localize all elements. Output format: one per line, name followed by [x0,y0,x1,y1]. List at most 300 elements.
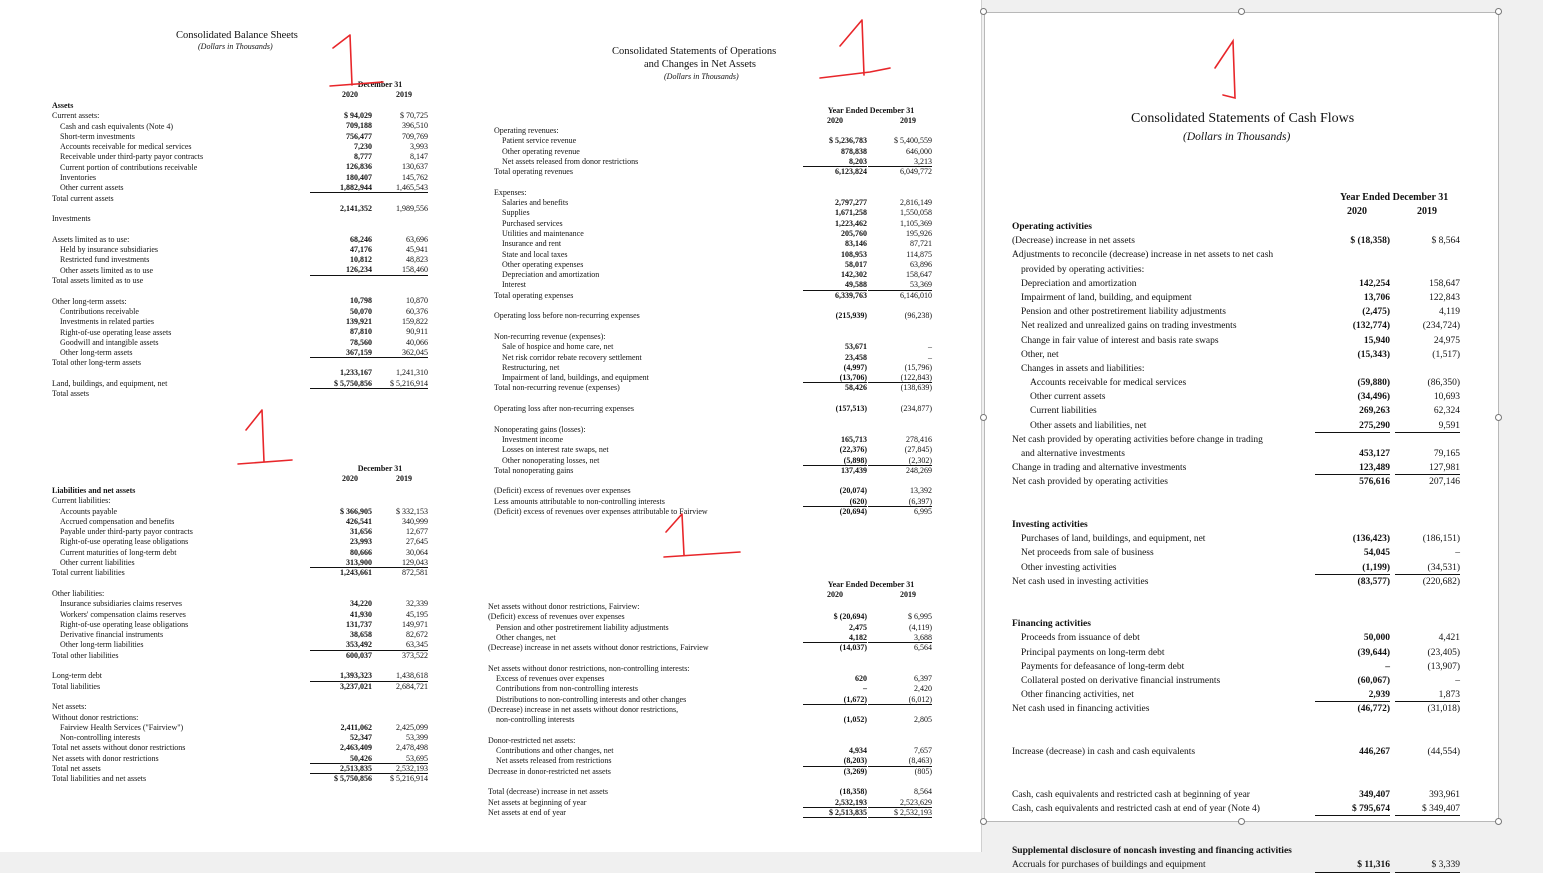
asset-2019-4: 8,147 [410,152,428,162]
asset-label-3: Short-term investments [60,131,135,141]
ops-2019-9: 1,105,369 [900,218,932,228]
ops-2019-15: 53,369 [868,280,932,290]
asset-2019-14: 48,823 [406,255,428,265]
chg-2020-13 [803,736,867,746]
chg-2020-7: 620 [855,674,867,684]
cf-2019-20 [1395,504,1460,518]
ops-2020-1: $ 5,236,783 [829,136,867,146]
chg-2019-4: 6,564 [914,643,932,653]
cf-2019-34: (31,018) [1427,704,1460,715]
cf-2020-10 [1315,362,1390,376]
chg-2020-12 [803,726,867,736]
operations-header-2019: 2019 [900,116,916,125]
cf-label-10: Changes in assets and liabilities: [1021,363,1145,374]
asset-2020-13: 47,176 [350,244,372,254]
liab-2020-1 [310,496,372,506]
asset-2019-18: 10,870 [406,296,428,306]
chg-label-19: Net assets at beginning of year [488,797,587,807]
chg-label-17 [488,777,798,787]
cf-label-4: Depreciation and amortization [1021,278,1137,289]
cf-label-37: Increase (decrease) in cash and cash equivalents [1012,746,1196,757]
liab-label-18: Long-term debt [52,671,102,681]
ops-2019-13: 63,896 [910,259,932,269]
balance-liab-header-date: December 31 [357,464,403,473]
chg-label-15: Net assets released from restrictions [496,756,612,766]
asset-2020-1: 709,188 [346,121,372,131]
cf-label-32: Collateral posted on derivative financial instruments [1021,676,1221,686]
chg-2019-6 [868,664,932,674]
asset-label-4: Accounts receivable for medical services [60,142,192,152]
chg-2020-10 [803,705,867,715]
liab-2019-2: $ 332,153 [396,506,428,516]
chg-label-9: Distributions to non-controlling interests and other changes [496,694,687,704]
liab-label-3: Accrued compensation and benefits [60,516,175,526]
liab-label-11: Insurance subsidiaries claims reserves [60,599,182,609]
asset-2019-21: 90,911 [406,327,428,337]
cf-2020-14: 275,290 [1315,419,1390,433]
cf-2020-41: $ 795,674 [1315,802,1390,816]
ops-2019-18: (96,238) [904,311,932,321]
ops-label-1: Patient service revenue [502,136,577,146]
liab-2020-11: 34,220 [350,599,372,609]
cf-2020-31: – [1385,661,1390,672]
asset-2019-0: $ 70,725 [400,111,428,120]
ops-label-11: Insurance and rent [502,239,562,249]
asset-2020-15: 126,234 [310,265,372,275]
cf-2020-26 [1315,589,1390,603]
cf-label-7: Net realized and unrealized gains on trading investments [1021,321,1237,332]
cf-2019-0 [1395,220,1460,234]
ops-label-36: Less amounts attributable to non-controlling interests [494,496,665,506]
cf-2020-21 [1315,518,1390,532]
ops-2019-37: 6,995 [914,506,932,516]
chg-label-1: (Deficit) excess of revenues over expenses [488,612,625,622]
cashflow-labels [1012,220,1312,873]
asset-label-9: Total current assets [52,193,114,203]
ops-2019-6 [868,188,932,198]
cf-2019-43 [1395,830,1460,844]
cf-2020-37: 446,267 [1359,746,1390,757]
cf-label-42 [1012,816,1312,830]
ops-label-32: Other nonoperating losses, net [502,455,600,465]
cf-label-36 [1012,731,1312,745]
ops-label-10: Utilities and maintenance [502,228,584,238]
ops-label-4: Total operating revenues [494,167,573,177]
ops-2019-16: 6,146,010 [900,290,932,300]
ops-label-29: Nonoperating gains (losses): [494,424,586,434]
asset-label-13: Assets limited as to use: [52,234,130,244]
liab-2020-20 [310,692,372,702]
asset-2020-11 [310,224,372,234]
asset-label-10 [52,204,322,214]
liab-2020-16: 600,037 [346,650,372,660]
ops-2019-34 [868,476,932,486]
ops-2020-6 [803,188,867,198]
ops-label-22: Net risk corridor rebate recovery settlement [502,352,642,362]
liab-2019-11: 32,339 [406,599,428,609]
asset-2019-22: 40,066 [406,337,428,347]
liab-2019-1 [370,496,428,506]
asset-label-11: Investments [52,214,91,224]
ops-2019-28 [868,414,932,424]
cf-label-44: Supplemental disclosure of noncash investing and financing activities [1012,846,1292,857]
chg-label-7: Excess of revenues over expenses [496,674,605,684]
changes-header-period: Year Ended December 31 [827,580,915,589]
asset-2019-8 [370,193,428,203]
ops-2019-17 [868,301,932,311]
resize-handle-top-left[interactable] [980,8,987,15]
cf-label-1: (Decrease) increase in net assets [1012,236,1135,247]
cf-2020-45: $ 11,316 [1315,858,1390,872]
ops-label-34 [494,476,794,486]
chg-2019-15: (8,463) [868,756,932,766]
asset-2020-2: 756,477 [346,131,372,141]
liab-label-26: Net assets with donor restrictions [52,753,159,763]
cf-label-38 [1012,759,1312,773]
asset-label-2: Cash and cash equivalents (Note 4) [60,121,174,131]
chg-2019-19: 2,523,629 [868,798,932,808]
ops-2020-13: 58,017 [845,259,867,269]
cf-label-19 [1012,490,1312,504]
cf-2020-6: (2,475) [1362,307,1390,318]
asset-label-25: Total other long-term assets [52,358,141,368]
ops-2019-7: 2,816,149 [900,198,932,208]
ops-2019-14: 158,647 [906,270,932,280]
ops-label-23: Restructuring, net [502,362,560,372]
asset-2019-6: 145,762 [402,172,428,182]
asset-2020-22: 78,560 [350,337,372,347]
ops-2019-32: (2,302) [868,456,932,466]
ops-label-0: Operating revenues: [494,126,559,135]
ops-2020-10: 205,760 [841,228,867,238]
cf-2019-16: 79,165 [1433,449,1460,459]
annotation-mark-2 [820,20,890,78]
asset-label-7: Inventories [60,173,96,183]
cf-2020-33: 2,939 [1315,688,1390,702]
chg-2020-5 [803,653,867,663]
asset-2020-8 [310,193,372,203]
liab-2020-28: $ 5,750,856 [334,774,372,784]
cf-label-23: Net proceeds from sale of business [1021,548,1154,559]
liab-label-24: Non-controlling interests [60,733,141,743]
asset-label-1: Current assets: [52,111,100,121]
liab-label-27: Total net assets [52,764,101,774]
ops-2019-2: 646,000 [906,146,932,156]
cf-label-3: provided by operating activities: [1021,264,1145,275]
cf-label-9: Other, net [1021,349,1059,360]
ops-2020-11: 83,146 [845,239,867,249]
chg-2019-18: 8,564 [914,787,932,797]
balance-assets-2019-column [370,111,428,389]
cf-2019-11: (86,350) [1427,378,1460,389]
liab-2020-0 [310,486,372,496]
cf-label-0: Operating activities [1012,222,1092,232]
document-page-right[interactable] [984,12,1499,871]
liab-2019-4: 12,677 [406,527,428,537]
liab-label-1: Current liabilities: [52,496,111,506]
liab-2020-23: 2,411,062 [340,722,372,732]
liab-2020-12: 41,930 [350,609,372,619]
ops-label-35: (Deficit) excess of revenues over expenses [494,486,631,496]
ops-2019-5 [868,177,932,187]
chg-2019-12 [868,726,932,736]
ops-2020-20 [803,332,867,342]
liab-2020-5: 23,993 [350,537,372,547]
liab-2019-21 [370,702,428,712]
ops-2020-23: (4,997) [843,362,867,372]
cashflow-subtitle: (Dollars in Thousands) [1183,131,1291,143]
cf-2020-13: 269,263 [1359,406,1390,417]
liab-label-20 [52,692,322,702]
cf-label-13: Current liabilities [1030,406,1097,417]
liab-2020-8: 1,243,661 [340,568,372,578]
cf-2020-42 [1315,816,1390,830]
ops-2020-36: (620) [803,497,867,507]
asset-2019-24 [370,358,428,368]
cf-2019-9: (1,517) [1432,349,1460,360]
liab-label-6: Current maturities of long-term debt [60,547,177,557]
cf-2019-19 [1395,490,1460,504]
cf-2019-10 [1395,362,1460,376]
liab-2020-7: 313,900 [310,558,372,568]
asset-2019-19: 60,376 [406,306,428,316]
cf-label-27 [1012,603,1312,617]
liab-2019-22 [370,713,428,723]
cf-2019-17: 127,981 [1395,461,1460,475]
operations-subtitle: (Dollars in Thousands) [664,72,739,81]
asset-label-19: Other long-term assets: [52,296,127,306]
asset-2019-15: 158,460 [370,265,428,275]
chg-2020-20: $ 2,513,835 [803,808,867,818]
asset-label-27: Land, buildings, and equipment, net [52,379,168,389]
asset-label-14: Held by insurance subsidiaries [60,245,158,255]
asset-label-8: Other current assets [60,183,124,193]
changes-header-2020: 2020 [827,590,843,599]
cf-2019-18: 207,146 [1429,477,1460,488]
asset-2019-2: 709,769 [402,131,428,141]
asset-2020-16 [310,276,372,286]
cf-2019-45: $ 3,339 [1395,858,1460,872]
chg-label-18: Total (decrease) increase in net assets [488,787,609,797]
asset-label-22: Right-of-use operating lease assets [60,327,172,337]
chg-2020-17 [803,777,867,787]
asset-2019-11 [370,224,428,234]
cf-2020-0 [1315,220,1390,234]
resize-handle-right[interactable] [1495,414,1502,421]
chg-2019-1: $ 6,995 [908,612,932,622]
cf-2019-26 [1395,589,1460,603]
resize-handle-top-right[interactable] [1495,8,1502,15]
liab-2019-15: 63,345 [370,640,428,650]
chg-2019-5 [868,653,932,663]
cf-2020-27 [1315,603,1390,617]
ops-label-15: Interest [502,280,526,290]
cf-label-30: Principal payments on long-term debt [1021,647,1165,658]
ops-label-7: Salaries and benefits [502,198,569,208]
liab-label-22: Without donor restrictions: [52,712,139,722]
asset-label-12 [52,225,322,235]
liab-2020-9 [310,579,372,589]
liab-2019-16: 373,522 [402,650,428,660]
ops-2020-32: (5,898) [803,456,867,466]
chg-2020-19: 2,532,193 [803,798,867,808]
liab-2019-26: 53,695 [370,754,428,764]
cf-2019-22: (186,151) [1422,534,1460,545]
cf-2020-1: $ (18,358) [1350,236,1390,247]
liab-2020-18: 1,393,323 [310,671,372,681]
chg-2020-8: – [863,684,867,694]
cf-2020-9: (15,343) [1357,349,1390,360]
asset-2019-23: 362,045 [370,348,428,358]
ops-2020-7: 2,797,277 [835,198,867,208]
liab-2019-23: 2,425,099 [396,722,428,732]
cf-2019-35 [1395,717,1460,731]
operations-title-line2: and Changes in Net Assets [644,59,756,70]
changes-2019-column [868,602,932,818]
cf-2019-36 [1395,731,1460,745]
cf-2020-25: (83,577) [1357,576,1390,587]
liab-2019-14: 82,672 [406,630,428,640]
ops-2020-31: (22,376) [839,445,867,455]
asset-label-17: Total assets limited as to use [52,276,144,286]
liab-2020-6: 80,666 [350,547,372,557]
asset-label-16: Other assets limited as to use [60,265,154,275]
cf-2020-5: 13,706 [1363,292,1390,303]
cf-2019-30: (23,405) [1427,647,1460,658]
chg-2020-11: (1,052) [843,715,867,725]
cf-label-18: Net cash provided by operating activities [1012,477,1168,488]
resize-handle-bottom-left[interactable] [980,818,987,825]
cf-2019-21 [1395,518,1460,532]
liab-2019-5: 27,645 [406,537,428,547]
asset-label-26 [52,369,322,379]
chg-2020-9: (1,672) [803,695,867,705]
ops-label-17 [494,301,794,311]
ops-2020-24: (13,706) [803,373,867,383]
asset-2019-7: 1,465,543 [370,183,428,193]
ops-label-18: Operating loss before non-recurring expenses [494,311,640,321]
chg-label-3: Other changes, net [496,632,556,642]
resize-handle-top[interactable] [1238,8,1245,15]
resize-handle-bottom[interactable] [1238,818,1245,825]
ops-2020-33: 137,439 [841,465,867,475]
asset-2020-5: 126,836 [346,162,372,172]
asset-2019-16 [370,276,428,286]
cf-2020-23: 54,045 [1363,548,1390,559]
asset-2020-25: 1,233,167 [340,368,372,378]
cf-2019-37: (44,554) [1427,746,1460,757]
chg-2019-7: 6,397 [914,674,932,684]
liab-2020-13: 131,737 [346,619,372,629]
cf-2019-7: (234,724) [1422,321,1460,332]
cf-label-34: Net cash used in financing activities [1012,704,1150,715]
ops-2020-34 [803,476,867,486]
chg-label-4: (Decrease) increase in net assets without donor restrictions, Fairview [488,643,709,653]
ops-2019-1: $ 5,400,559 [894,136,932,146]
asset-label-0: Assets [52,101,74,110]
cf-2019-8: 24,975 [1433,335,1460,346]
chg-2019-20: $ 2,532,193 [868,808,932,818]
cf-2020-35 [1315,717,1390,731]
ops-2019-4: 6,049,772 [900,167,932,177]
liab-label-2: Accounts payable [60,506,118,516]
cf-2019-29: 4,421 [1438,633,1460,644]
liab-label-4: Payable under third-party payor contracts [60,527,193,537]
ops-2020-12: 108,953 [841,249,867,259]
ops-label-3: Net assets released from donor restrictions [502,156,639,166]
asset-label-15: Restricted fund investments [60,255,150,265]
ops-2019-8: 1,550,058 [900,208,932,218]
cf-label-33: Other financing activities, net [1021,690,1134,701]
chg-2020-16: (3,269) [843,766,867,776]
cf-2019-38 [1395,759,1460,773]
asset-2020-0: $ 94,029 [344,111,372,120]
cf-label-39 [1012,773,1312,787]
cf-label-25: Net cash used in investing activities [1012,576,1149,587]
chg-2020-4: (14,037) [839,643,867,653]
ops-2019-0 [868,126,932,136]
cf-label-15: Net cash provided by operating activities before change in trading [1012,434,1263,445]
ops-2019-12: 114,875 [906,249,932,259]
chg-label-5 [488,653,798,663]
cf-2020-28 [1315,617,1390,631]
chg-label-16: Decrease in donor-restricted net assets [488,766,611,776]
ops-2020-27: (157,513) [835,404,867,414]
liab-2020-22 [310,713,372,723]
cf-label-26 [1012,589,1312,603]
cf-label-28: Financing activities [1012,619,1091,630]
chg-2020-3: 4,182 [803,633,867,643]
asset-2019-3: 3,993 [410,141,428,151]
cf-2020-11: (59,880) [1357,378,1390,389]
ops-2020-5 [803,177,867,187]
asset-2019-13: 45,941 [406,244,428,254]
resize-handle-left[interactable] [980,414,987,421]
cf-2019-41: $ 349,407 [1395,802,1460,816]
cf-2019-42 [1395,816,1460,830]
ops-2019-3: 3,213 [868,157,932,167]
ops-label-33: Total nonoperating gains [494,465,574,475]
chg-2019-13 [868,736,932,746]
chg-2020-15: (8,203) [803,756,867,766]
ops-label-2: Other operating revenue [502,146,580,156]
balance-header-date: December 31 [357,80,403,89]
liab-label-23: Fairview Health Services ("Fairview") [60,722,184,732]
ops-2019-35: 13,392 [910,486,932,496]
liab-label-21: Net assets: [52,702,87,712]
cf-label-6: Pension and other postretirement liability adjustments [1021,307,1227,318]
asset-2020-6: 180,407 [346,172,372,182]
ops-2019-26 [868,394,932,404]
liab-label-17 [52,661,322,671]
cf-2019-44 [1395,844,1460,858]
ops-2019-19 [868,322,932,332]
ops-label-14: Depreciation and amortization [502,270,600,280]
cf-2020-19 [1315,490,1390,504]
ops-2020-21: 53,671 [845,342,867,352]
ops-2019-21: – [928,342,932,352]
chg-2019-10 [868,705,932,715]
ops-2020-17 [803,301,867,311]
cf-2020-34: (46,772) [1357,704,1390,715]
resize-handle-bottom-right[interactable] [1495,818,1502,825]
chg-label-13: Donor-restricted net assets: [488,735,576,745]
liab-2019-28: $ 5,216,914 [390,774,428,784]
liab-2020-15: 353,492 [310,640,372,650]
liab-2019-12: 45,195 [406,609,428,619]
balance-header-2019: 2019 [396,90,412,99]
ops-label-9: Purchased services [502,218,563,228]
